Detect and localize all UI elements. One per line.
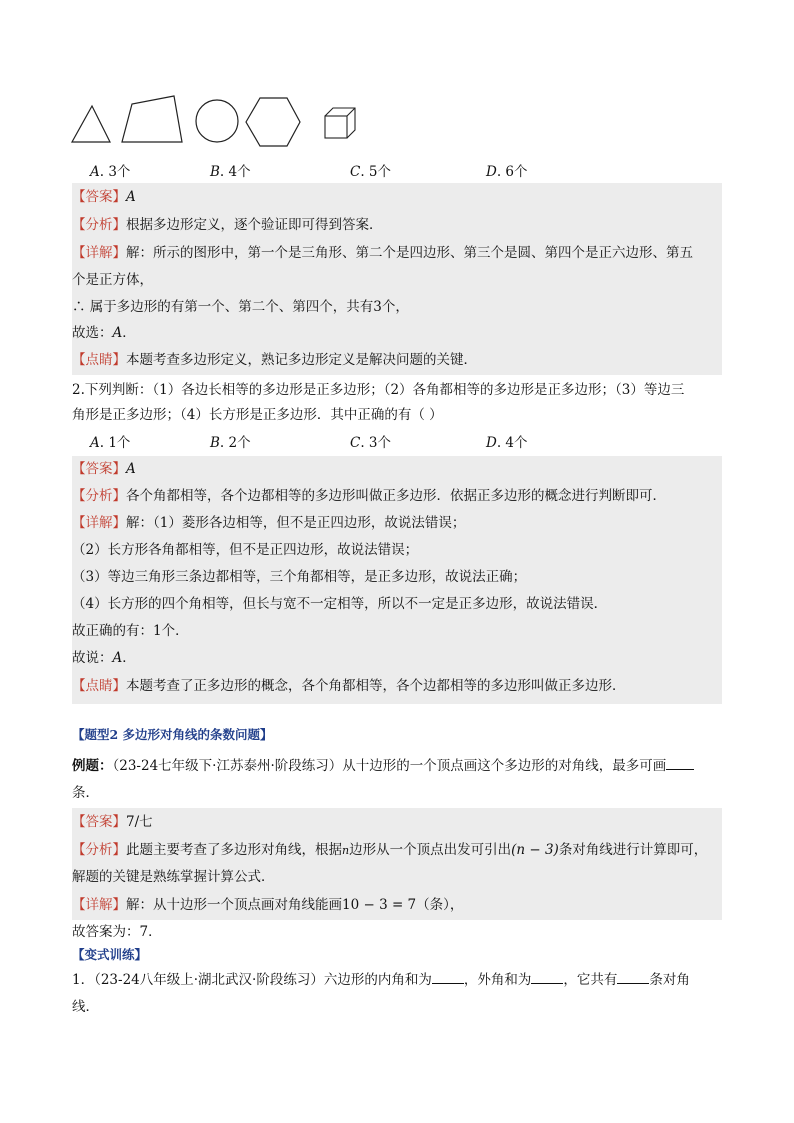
q2-detail-3: （3）等边三角形三条边都相等，三个角都相等，是正多边形，故说法正确； bbox=[72, 569, 527, 585]
interior-sum-blank[interactable] bbox=[432, 971, 464, 984]
q2-detail-6: 故说：A． bbox=[72, 650, 136, 666]
circle-icon bbox=[196, 100, 238, 142]
q1-option-a: A. 3个 bbox=[90, 164, 131, 180]
triangle-icon bbox=[72, 106, 110, 142]
type2-analysis-2: 解题的关键是熟练掌握计算公式． bbox=[72, 869, 275, 885]
type2-detail-1: 【详解】解：从十边形一个顶点画对角线能画10 − 3 = 7（条）， bbox=[72, 897, 464, 913]
q1-answer: 【答案】A bbox=[72, 189, 136, 205]
q2-option-d: D. 4个 bbox=[486, 435, 528, 451]
q1-analysis: 【分析】根据多边形定义，逐个验证即可得到答案． bbox=[72, 217, 383, 233]
q1-detail-3: ∴ 属于多边形的有第一个、第二个、第四个，共有3个， bbox=[72, 299, 409, 315]
q2-answer: 【答案】A bbox=[72, 461, 136, 477]
q2-option-a: A. 1个 bbox=[90, 435, 131, 451]
q2-comment: 【点睛】本题考查了正多边形的概念，各个角都相等，各个边都相等的多边形叫做正多边形． bbox=[72, 678, 626, 694]
quadrilateral-icon bbox=[122, 96, 182, 142]
hexagon-icon bbox=[246, 98, 300, 146]
diagonal-count-blank[interactable] bbox=[617, 971, 649, 984]
q2-detail-5: 故正确的有：1个． bbox=[72, 623, 189, 639]
q1-solution-block bbox=[72, 183, 722, 375]
q2-option-c: C. 3个 bbox=[350, 435, 392, 451]
answer-blank[interactable] bbox=[666, 757, 694, 770]
q2-detail-4: （4）长方形的四个角相等，但长与宽不一定相等，所以不一定是正多边形，故说法错误． bbox=[72, 596, 608, 612]
q1-option-c: C. 5个 bbox=[350, 164, 392, 180]
q2-detail-1: 【详解】解：（1）菱形各边相等，但不是正四边形，故说法错误； bbox=[72, 515, 466, 531]
exterior-sum-blank[interactable] bbox=[531, 971, 563, 984]
practice-item-1: 1．（23-24八年级上·湖北武汉·阶段练习）六边形的内角和为 ，外角和为 ，它共有 条对角 bbox=[72, 972, 690, 988]
practice-item-2: 线． bbox=[72, 999, 99, 1015]
type2-example-1: 例题：（23-24七年级下·江苏泰州·阶段练习）从十边形的一个顶点画这个多边形的对角线，最多可画 bbox=[72, 756, 694, 776]
q2-stem-1: 2.下列判断：（1）各边长相等的多边形是正多边形；（2）各角都相等的多边形是正多边形；（3）等边三 bbox=[72, 382, 685, 398]
cube-icon bbox=[325, 108, 355, 138]
type2-detail-2: 故答案为：7． bbox=[72, 924, 162, 940]
q1-comment: 【点睛】本题考查多边形定义，熟记多边形定义是解决问题的关键． bbox=[72, 352, 477, 368]
q1-detail-2: 个是正方体， bbox=[72, 272, 153, 288]
type2-answer: 【答案】7/七 bbox=[72, 814, 153, 830]
type2-example-2: 条． bbox=[72, 785, 99, 801]
practice-heading: 【变式训练】 bbox=[72, 947, 148, 962]
shapes-figure bbox=[68, 92, 368, 148]
q1-option-d: D. 6个 bbox=[486, 164, 528, 180]
q2-stem-2: 角形是正多边形；（4）长方形是正多边形．其中正确的有（ ） bbox=[72, 407, 443, 423]
q1-detail-1: 【详解】解：所示的图形中，第一个是三角形、第二个是四边形、第三个是圆、第四个是正六边形、第五 bbox=[72, 245, 693, 261]
type2-analysis-1: 【分析】此题主要考查了多边形对角线，根据n边形从一个顶点出发可引出(n − 3)条对角线进行计算即可， bbox=[72, 842, 708, 858]
q1-option-b: B. 4个 bbox=[210, 164, 251, 180]
q2-analysis: 【分析】各个角都相等，各个边都相等的多边形叫做正多边形．依据正多边形的概念进行判断即可． bbox=[72, 488, 666, 504]
q1-detail-4: 故选：A． bbox=[72, 325, 136, 341]
type2-heading: 【题型2 多边形对角线的条数问题】 bbox=[72, 727, 273, 742]
q2-option-b: B. 2个 bbox=[210, 435, 251, 451]
q2-detail-2: （2）长方形各角都相等，但不是正四边形，故说法错误； bbox=[72, 542, 419, 558]
